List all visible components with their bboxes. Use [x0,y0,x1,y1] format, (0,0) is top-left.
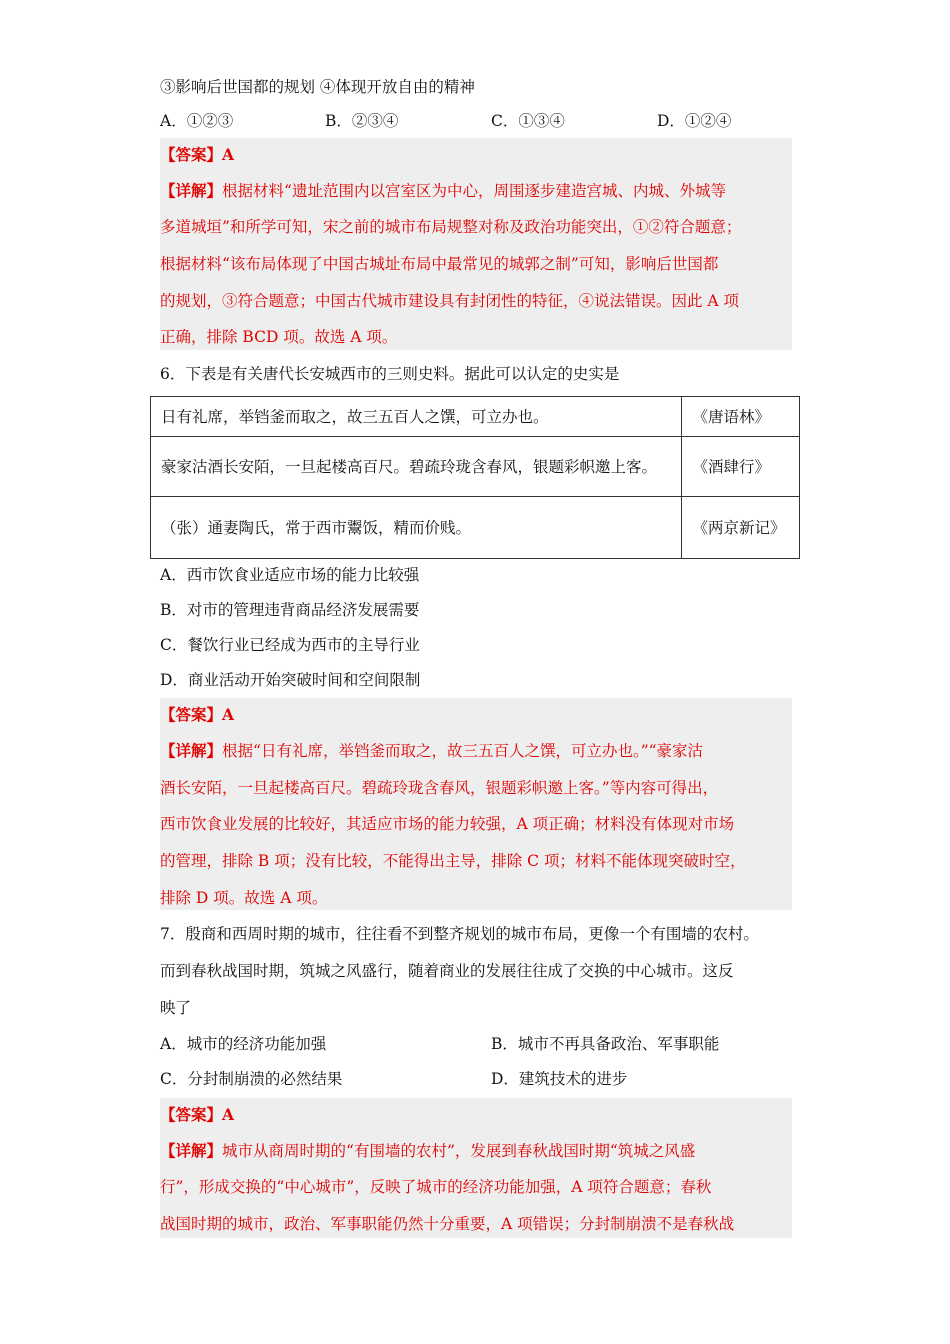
table-cell-text: （张）通妻陶氏，常于西市鬻饭，精而价贱。 [151,497,682,559]
q7-detail-line-1: 【详解】城市从商周时期的“有围墙的农村”，发展到春秋战国时期“筑城之风盛 [160,1141,696,1160]
table-row [151,437,800,497]
q7-option-d: D．建筑技术的进步 [491,1070,628,1088]
q6-answer-block [160,698,792,910]
q6-detail-line-4: 的管理，排除 B 项；没有比较，不能得出主导，排除 C 项；材料不能体现突破时空， [160,852,746,870]
q7-detail-label: 【详解】 [160,1141,223,1160]
q5-detail-line-4: 的规划，③符合题意；中国古代城市建设具有封闭性的特征，④说法错误。因此 A 项 [160,292,740,310]
q5-answer: 【答案】A [160,145,235,164]
q7-stem-line-2: 而到春秋战国时期，筑城之风盛行，随着商业的发展往往成了交换的中心城市。这反 [160,962,734,980]
q5-detail-line-5: 正确，排除 BCD 项。故选 A 项。 [160,328,398,346]
q6-option-d: D．商业活动开始突破时间和空间限制 [160,671,421,689]
q6-source-table [150,396,800,559]
q5-detail-line-2: 多道城垣”和所学可知，宋之前的城市布局规整对称及政治功能突出，①②符合题意； [160,218,742,236]
q6-option-c: C．餐饮行业已经成为西市的主导行业 [160,636,420,654]
q7-detail-line-3: 战国时期的城市，政治、军事职能仍然十分重要，A 项错误；分封制崩溃不是春秋战 [160,1215,735,1233]
q7-option-b: B．城市不再具备政治、军事职能 [491,1035,720,1053]
q6-detail-label: 【详解】 [160,741,223,760]
q5-option-a: A．①②③ [160,112,234,130]
q7-stem-line-1: 7．殷商和西周时期的城市，往往看不到整齐规划的城市布局，更像一个有围墙的农村。 [160,925,759,943]
q6-detail-line-3: 西市饮食业发展的比较好，其适应市场的能力较强，A 项正确；材料没有体现对市场 [160,815,735,833]
table-cell-text: 日有礼席，举铛釜而取之，故三五百人之馔，可立办也。 [151,397,682,437]
q5-option-d: D．①②④ [657,112,732,130]
q5-items-line: ③影响后世国都的规划 ④体现开放自由的精神 [160,78,475,96]
q6-detail-line-5: 排除 D 项。故选 A 项。 [160,889,328,907]
q6-answer: 【答案】A [160,705,235,724]
table-cell-source: 《唐语林》 [682,397,800,437]
table-cell-source: 《两京新记》 [682,497,800,559]
q7-option-c: C．分封制崩溃的必然结果 [160,1070,343,1088]
q5-detail-label: 【详解】 [160,181,223,200]
q6-option-a: A．西市饮食业适应市场的能力比较强 [160,566,420,584]
q5-option-c: C．①③④ [491,112,565,130]
q6-option-b: B．对市的管理违背商品经济发展需要 [160,601,420,619]
q6-stem: 6．下表是有关唐代长安城西市的三则史料。据此可以认定的史实是 [160,365,620,383]
table-cell-text: 豪家沽酒长安陌，一旦起楼高百尺。碧疏玲珑含春风，银题彩帜邀上客。 [151,437,682,497]
q6-detail-line-2: 酒长安陌，一旦起楼高百尺。碧疏玲珑含春风，银题彩帜邀上客。”等内容可得出， [160,779,719,797]
q7-stem-line-3: 映了 [160,999,192,1017]
q7-option-a: A．城市的经济功能加强 [160,1035,327,1053]
q5-option-b: B．②③④ [325,112,399,130]
table-row [151,397,800,437]
q5-detail-line-3: 根据材料“该布局体现了中国古城址布局中最常见的城郭之制”可知，影响后世国都 [160,255,719,273]
q7-answer: 【答案】A [160,1105,235,1124]
table-cell-source: 《酒肆行》 [682,437,800,497]
q5-answer-block [160,138,792,350]
q6-detail-line-1: 【详解】根据“日有礼席，举铛釜而取之，故三五百人之馔，可立办也。”“豪家沽 [160,741,704,760]
table-row [151,497,800,559]
q7-detail-line-2: 行”，形成交换的“中心城市”，反映了城市的经济功能加强，A 项符合题意；春秋 [160,1178,712,1196]
q5-detail-line-1: 【详解】根据材料“遗址范围内以宫室区为中心，周围逐步建造宫城、内城、外城等 [160,181,726,200]
